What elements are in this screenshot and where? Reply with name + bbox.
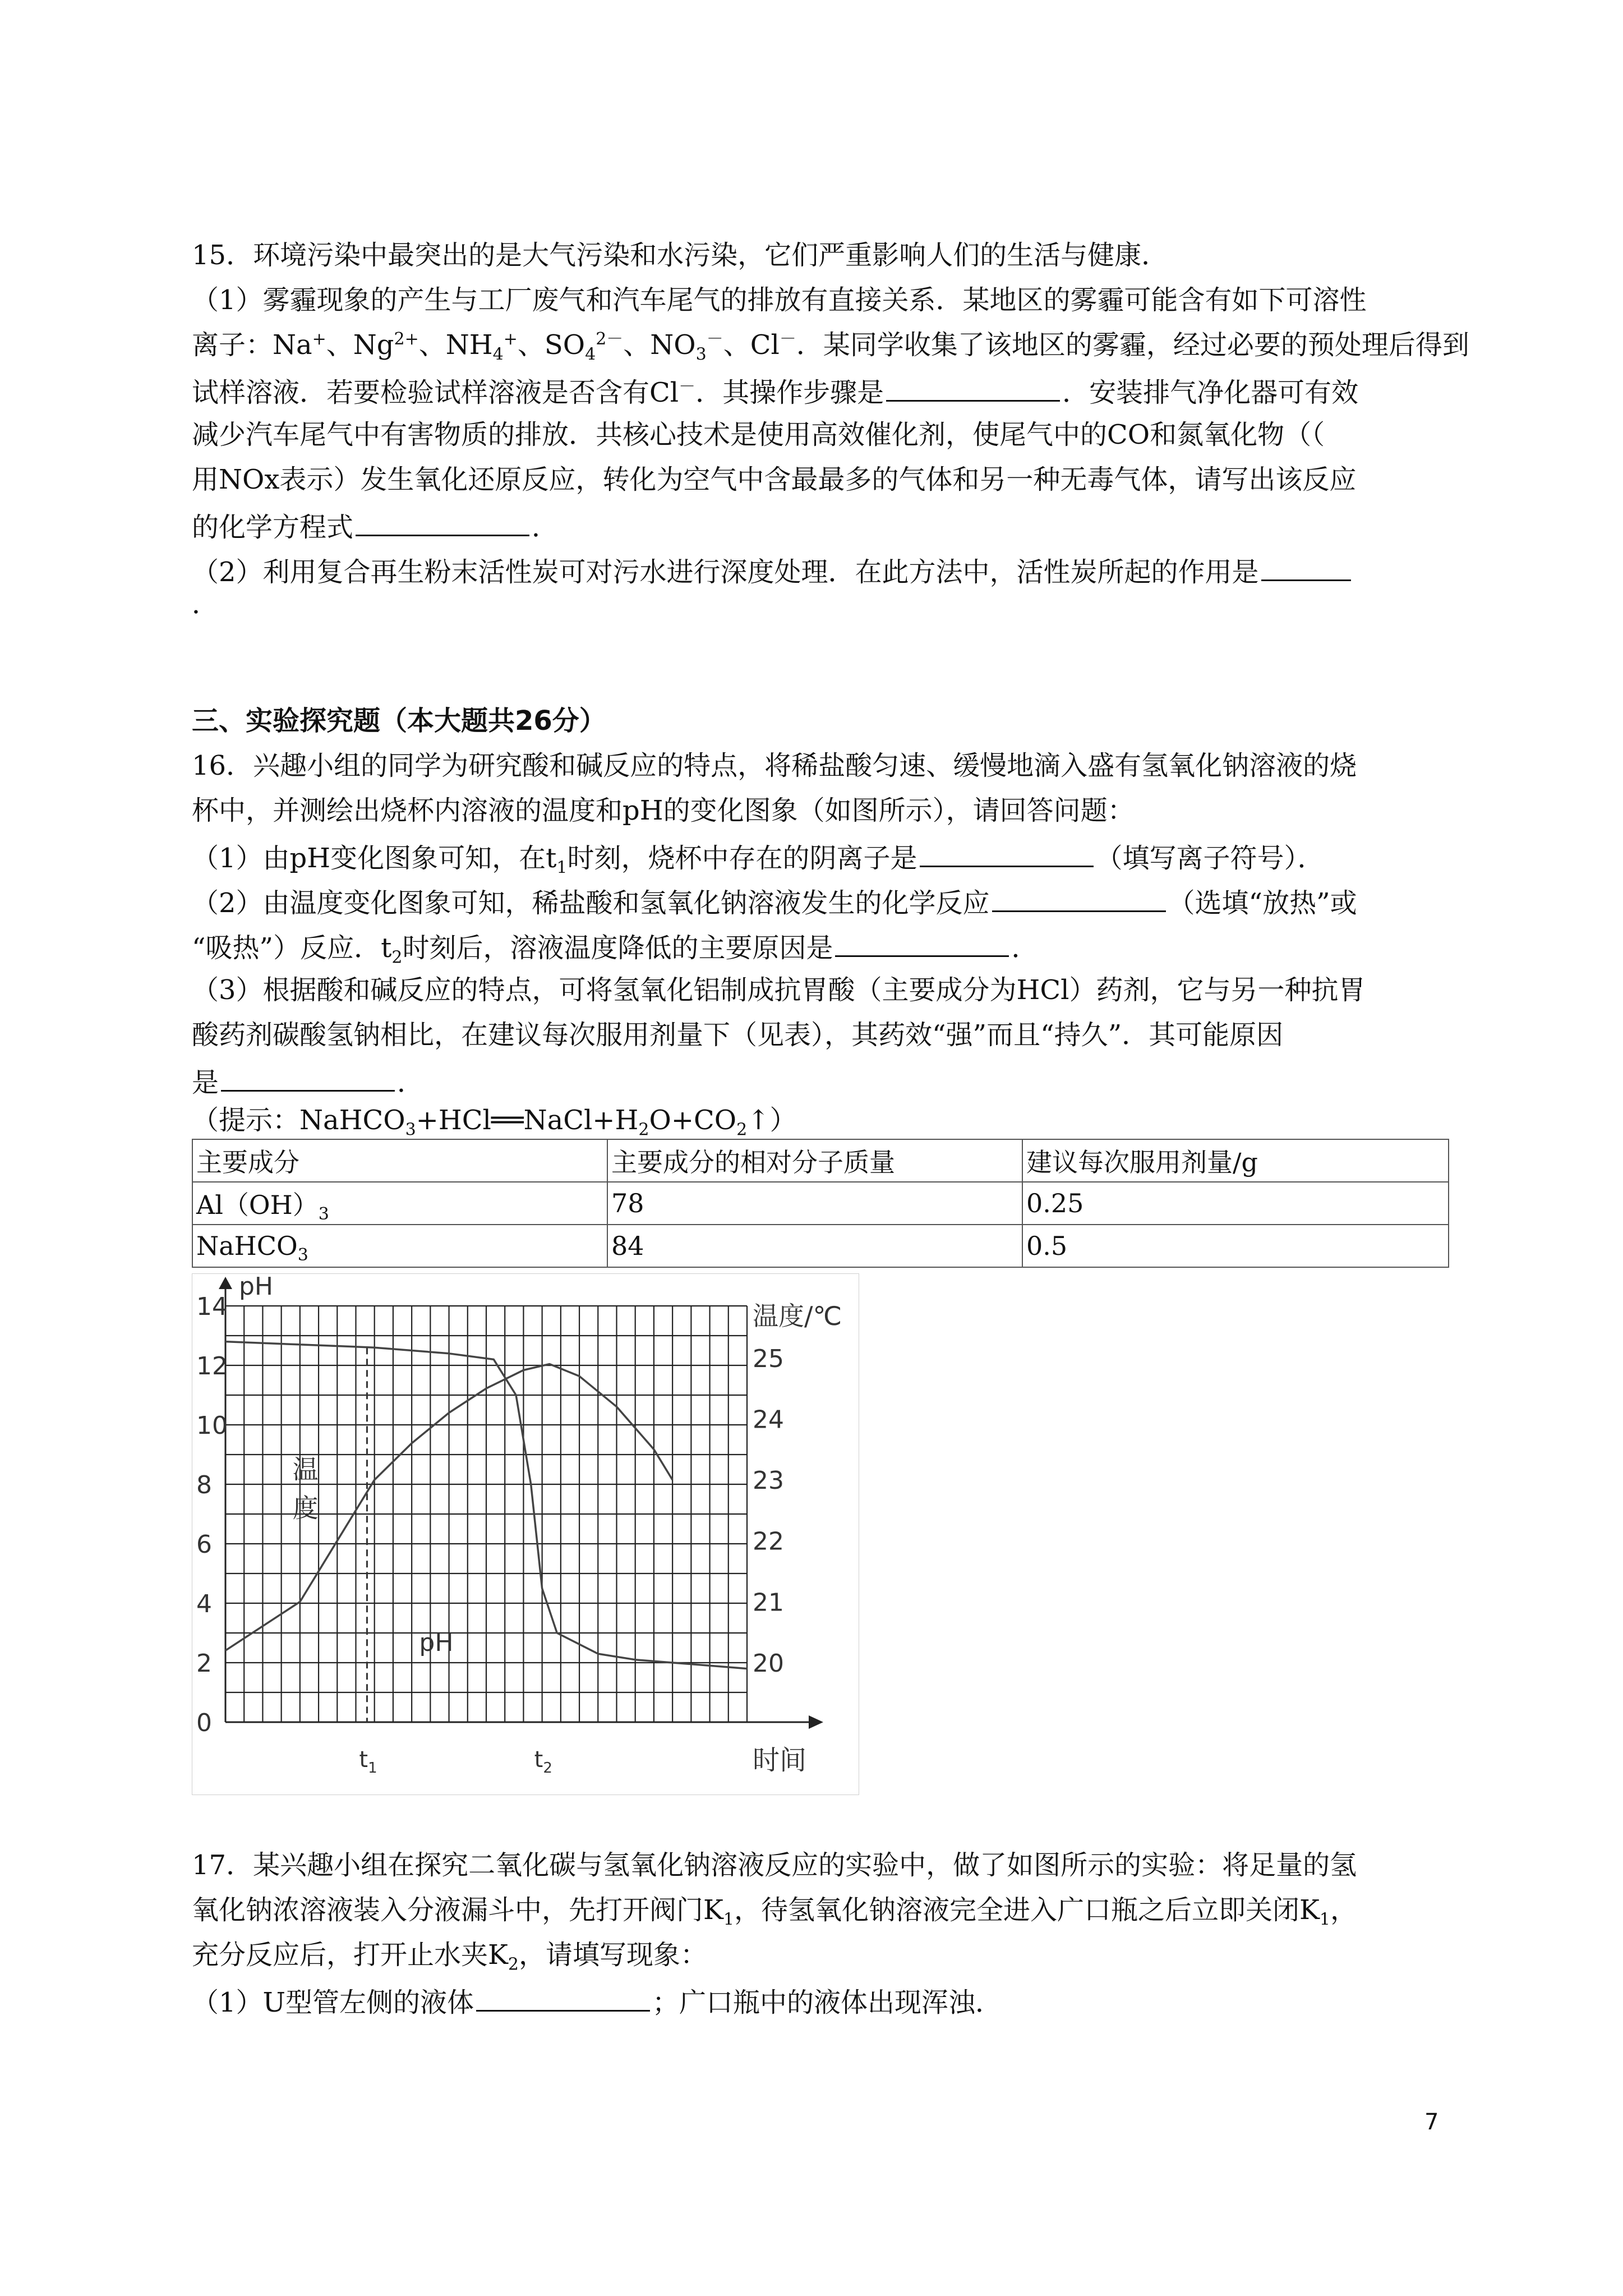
- right-tick-label: 22: [753, 1527, 784, 1556]
- table-header-cell: 建议每次服用剂量/g: [1022, 1139, 1449, 1182]
- subscript: 2: [638, 1120, 649, 1140]
- text: （1）由pH变化图象可知，在t: [192, 843, 557, 874]
- text: 、Cl: [723, 329, 780, 361]
- answer-blank[interactable]: [886, 372, 1060, 402]
- text: 时刻，烧杯中存在的阴离子是: [567, 843, 917, 874]
- right-tick-label: 25: [753, 1344, 784, 1373]
- q16-q3-line3: [192, 1062, 1448, 1101]
- text: 是: [192, 1067, 219, 1098]
- answer-blank[interactable]: [356, 507, 529, 536]
- superscript: 2－: [596, 329, 624, 349]
- text: 离子：Na: [192, 329, 312, 361]
- text: （1）雾霾现象的产生与工厂废气和汽车尾气的排放有直接关系．某地区的雾霾可能含有如下可溶性: [192, 284, 1367, 316]
- text: 、SO: [517, 329, 585, 361]
- text: “吸热”）反应．t: [192, 932, 392, 964]
- table-cell: [192, 1182, 607, 1225]
- text: ，待氢氧化钠溶液完全进入广口瓶之后立即关闭K: [734, 1894, 1320, 1926]
- text: （2）利用复合再生粉末活性炭可对污水进行深度处理．在此方法中，活性炭所起的作用是: [192, 556, 1259, 588]
- y-axis-arrow: [219, 1277, 232, 1289]
- text: （1）U型管左侧的液体: [192, 1987, 474, 2018]
- x-tick-label: $t_1$: [359, 1747, 377, 1777]
- text: +HCl══NaCl+H: [416, 1105, 639, 1136]
- section-title: 三、实验探究题（本大题共26分）: [192, 705, 606, 737]
- text: （填写离子符号）．: [1095, 843, 1325, 874]
- text: ↑）: [747, 1105, 797, 1136]
- q15-p1-line1: [192, 282, 1448, 318]
- y-tick-label: 2: [196, 1649, 212, 1678]
- superscript: +: [503, 329, 518, 349]
- subscript: 1: [723, 1910, 734, 1930]
- temperature-curve-label: 度: [292, 1493, 319, 1524]
- text: ．: [532, 512, 559, 543]
- right-tick-label: 21: [753, 1588, 784, 1617]
- q16-q1: [192, 838, 1448, 876]
- text: （选填“放热”或: [1168, 887, 1357, 919]
- y-tick-label: 6: [196, 1530, 212, 1559]
- table-row: [192, 1182, 1449, 1225]
- text: 时刻后，溶液温度降低的主要原因是: [402, 932, 833, 964]
- answer-blank[interactable]: [221, 1062, 395, 1092]
- text: NaHCO: [196, 1231, 298, 1261]
- subscript: 2: [736, 1120, 748, 1140]
- q15-intro: 15．环境污染中最突出的是大气污染和水污染，它们严重影响人们的生活与健康．: [192, 240, 1169, 271]
- text: O+CO: [649, 1105, 737, 1136]
- text: ．某同学收集了该地区的雾霾，经过必要的预处理后得到: [796, 329, 1469, 361]
- subscript: 4: [492, 344, 504, 365]
- table-header-cell: 主要成分: [192, 1139, 607, 1182]
- text: 、NO: [623, 329, 696, 361]
- ph-temperature-chart: [192, 1273, 859, 1795]
- subscript: 3: [297, 1245, 308, 1266]
- text: 、Ng: [326, 329, 394, 361]
- y-tick-label: 4: [196, 1590, 212, 1618]
- text: 的化学方程式: [192, 512, 354, 543]
- text: Al（OH）: [196, 1190, 319, 1220]
- subscript: 4: [585, 344, 596, 365]
- q16-q3-line2: 酸药剂碳酸氢钠相比，在建议每次服用剂量下（见表），其药效“强”而且“持久”．其可能原因: [192, 1019, 1284, 1051]
- q15-p2-line2: ．: [192, 588, 219, 620]
- temperature-curve-label: 温: [292, 1454, 319, 1485]
- answer-blank[interactable]: [992, 882, 1166, 912]
- text: ．其操作步骤是: [695, 377, 884, 408]
- y-tick-label: 12: [196, 1352, 228, 1381]
- dosage-table: [192, 1139, 1449, 1268]
- right-axis-label: 温度/℃: [753, 1301, 842, 1331]
- q16-q2-line2: [192, 927, 1448, 966]
- text: ．: [397, 1067, 425, 1098]
- subscript: 2: [508, 1954, 519, 1975]
- text: 充分反应后，打开止水夹K: [192, 1939, 508, 1971]
- q15-p1-line3: [192, 372, 1448, 411]
- text: ．安装排气净化器可有效: [1062, 377, 1359, 408]
- right-tick-label: 23: [753, 1466, 784, 1496]
- text: ．: [1011, 932, 1039, 964]
- text: ；广口瓶中的液体出现浑浊．: [652, 1987, 1003, 2018]
- q15-p2-line1: [192, 551, 1448, 590]
- superscript: －: [679, 377, 696, 397]
- text: （2）由温度变化图象可知，稀盐酸和氢氧化钠溶液发生的化学反应: [192, 887, 990, 919]
- superscript: 2+: [394, 329, 419, 349]
- y-tick-label: 8: [196, 1471, 212, 1499]
- subscript: 3: [695, 344, 707, 365]
- superscript: －: [779, 329, 796, 349]
- q17-line4: [192, 1982, 1448, 2021]
- text: ，请填写现象：: [518, 1939, 707, 1971]
- q16-hint: [192, 1102, 1448, 1138]
- answer-blank[interactable]: [1261, 551, 1351, 581]
- q17-line1: 17．某兴趣小组在探究二氧化碳与氢氧化钠溶液反应的实验中，做了如图所示的实验：将足量的氢: [192, 1849, 1357, 1881]
- x-tick-subscript: 1: [368, 1760, 377, 1777]
- text: ，: [1330, 1894, 1357, 1926]
- table-row: [192, 1225, 1449, 1267]
- y-tick-label: 14: [196, 1292, 228, 1321]
- q16-line1: 16．兴趣小组的同学为研究酸和碱反应的特点，将稀盐酸匀速、缓慢地滴入盛有氢氧化钠溶液的烧: [192, 750, 1357, 781]
- y-tick-label: 0: [196, 1709, 212, 1737]
- q16-q2-line1: [192, 882, 1448, 921]
- answer-blank[interactable]: [476, 1982, 650, 2012]
- right-tick-label: 20: [753, 1649, 784, 1678]
- q15-p1-line2: [192, 327, 1469, 365]
- q16-q3-line1: （3）根据酸和碱反应的特点，可将氢氧化铝制成抗胃酸（主要成分为HCl）药剂，它与另一种抗胃: [192, 974, 1366, 1006]
- text: 试样溶液．若要检验试样溶液是否含有Cl: [192, 377, 679, 408]
- table-cell: 0.25: [1022, 1182, 1449, 1225]
- superscript: －: [706, 329, 723, 349]
- answer-blank[interactable]: [835, 927, 1009, 957]
- subscript: 1: [1319, 1910, 1330, 1930]
- text: （提示：NaHCO: [192, 1105, 405, 1136]
- subscript: 3: [318, 1204, 329, 1225]
- x-axis-arrow: [809, 1715, 823, 1729]
- subscript: 3: [405, 1120, 416, 1140]
- answer-blank[interactable]: [920, 838, 1094, 867]
- q15-p1-line4: 减少汽车尾气中有害物质的排放．共核心技术是使用高效催化剂，使尾气中的CO和氮氧化物（（: [192, 419, 1325, 450]
- right-tick-label: 24: [753, 1405, 784, 1434]
- y-tick-label: 10: [196, 1411, 228, 1440]
- q17-line2: [192, 1892, 1448, 1928]
- x-tick-subscript: 2: [543, 1760, 552, 1777]
- x-tick-label: $t_2$: [534, 1747, 552, 1777]
- subscript: 2: [391, 947, 403, 968]
- superscript: +: [312, 329, 326, 349]
- text: 、NH: [418, 329, 493, 361]
- table-cell: 84: [607, 1225, 1022, 1267]
- ph-curve-label: pH: [419, 1628, 454, 1657]
- chart-svg: [192, 1273, 859, 1795]
- q16-line2: 杯中，并测绘出烧杯内溶液的温度和pH的变化图象（如图所示），请回答问题：: [192, 795, 1135, 826]
- table-header-row: [192, 1139, 1449, 1182]
- page-number: 7: [1424, 2109, 1439, 2135]
- text: 氧化钠浓溶液装入分液漏斗中，先打开阀门K: [192, 1894, 723, 1926]
- x-axis-label: 时间: [753, 1745, 807, 1776]
- table-header-cell: 主要成分的相对分子质量: [607, 1139, 1022, 1182]
- table-cell: [192, 1225, 607, 1267]
- table-cell: 0.5: [1022, 1225, 1449, 1267]
- q15-p1-line5: 用NOx表示）发生氧化还原反应，转化为空气中含最最多的气体和另一种无毒气体，请写出该反应: [192, 464, 1357, 495]
- q17-line3: [192, 1937, 1448, 1973]
- y-axis-label: pH: [239, 1273, 274, 1301]
- subscript: 1: [556, 858, 568, 878]
- q15-p1-line6: [192, 507, 1448, 545]
- table-cell: 78: [607, 1182, 1022, 1225]
